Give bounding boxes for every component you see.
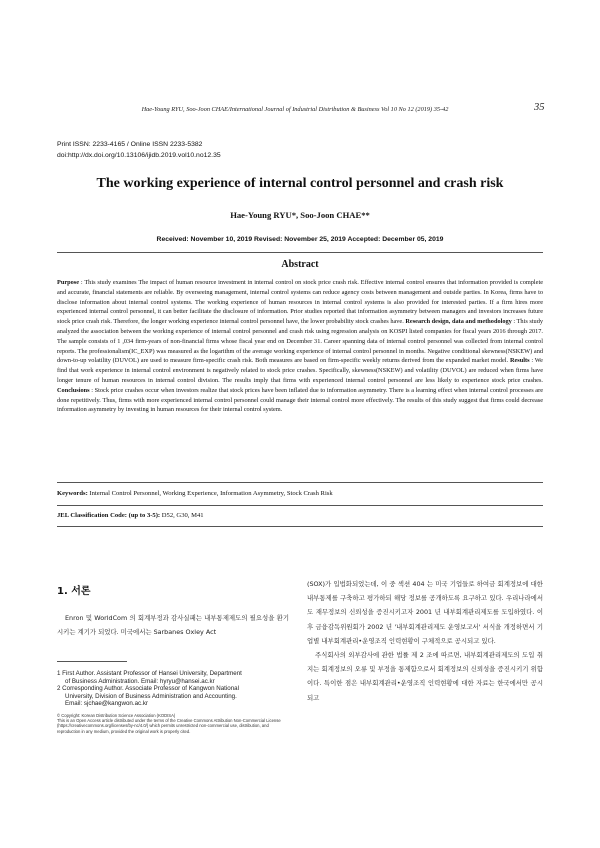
- copyright-notice: [57, 713, 293, 734]
- results-text: : We find that work experience in internal control environment is negatively related to stock price crashes. Specifically, skewness(NSKEW) and volatility (DUVOL) are reduced when firms have longer tenure of human resources in internal control division. The results imply that firms with experienced internal control personnel are less likely to experience stock price crashes.: [57, 357, 543, 384]
- jel-label: JEL Classification Code: (up to 3-5):: [57, 512, 161, 519]
- conclusions-label: Conclusions: [57, 386, 90, 394]
- purpose-text: : This study examines The impact of human resource investment in internal control on stock price crash risk. Effective internal control ensures that information provided is complete and accurate, financial statements are reliable. By overseeing management, internal control systems can reduce agency costs between management and outside parties. In Korea, firms have to disclose information about internal control systems. The working experience of human resources in internal control systems is also provided for interested parties. If a firm hires more experienced internal control personnel, it can better facilitate the disclosure of information. Prior studies reported that information asymmetry between managers and investors increases future stock price crash risk. Therefore, the longer working experience internal control personnel have, the lower probability stock crashes have.: [57, 279, 543, 326]
- authors: Hae-Young RYU*, Soo-Joon CHAE**: [230, 210, 370, 220]
- doi-line: doi:http://dx.doi.org/10.13106/ijidb.2019.vol10.no12.35: [57, 151, 221, 159]
- abstract-body: [57, 278, 543, 415]
- footnote-1: 1 First Author. Assistant Professor of Hansei University, Department: [57, 670, 242, 677]
- jel-text: D52, G30, M41: [160, 512, 204, 519]
- intro-right-paragraph-1: (SOX)가 입법화되었는데, 이 중 섹션 404 는 미국 기업들로 하여금 회계정보에 대한 내부통제를 구축하고 평가하되 해당 정보를 공개하도록 요구하고 있다. 우리나라에서도 재무정보의 신뢰성을 증진시키고자 2001 년 내부회계관리제도를 도입하였다. 이후 금융감독위원회가 2002 년 '내부회계관리제도 운영보고서' 서식을 개정하면서 기업별 내부회계관리•운영조직 인력현황이 구체적으로 공시되고 있다.: [307, 580, 543, 645]
- conclusions-text: : Stock price crashes occur when investors realize that stock prices have been inflated due to information asymmetry. There is a learning effect when internal control processes are done repetitively. Thus, firms with more experienced internal control personnel could manage their internal control more effectively. The results of this study suggest that firms could decrease information asymmetry by investing in human resources for their internal control system.: [57, 386, 543, 414]
- copyright-line: © Copyright: Korean Distribution Science Association (KODISA): [57, 713, 176, 718]
- footnote-2: 2 Corresponding Author. Associate Professor of Kangwon National: [57, 685, 239, 693]
- footnote-rule: [57, 661, 127, 662]
- keywords-label: Keywords:: [57, 490, 88, 497]
- issn-line: Print ISSN: 2233-4165 / Online ISSN 2233-5382: [57, 141, 203, 148]
- footnote-2-email: Email: sjchae@kangwon.ac.kr: [65, 700, 148, 708]
- submission-dates: Received: November 10, 2019 Revised: November 25, 2019 Accepted: December 05, 2019: [156, 236, 444, 243]
- jel-rule: [57, 526, 543, 527]
- method-label: Research design, data and methodology: [405, 318, 512, 326]
- intro-right-paragraph-2: 주식회사의 외부감사에 관한 법률 제 2 조에 따르면, 내부회계관리제도의 도입 취지는 회계정보의 오류 및 부정을 통제함으로서 회계정보의 신뢰성을 증진시키기 위함이다. 특이한 점은 내부회계관리•운영조직 인력현황에 대한 자료는 한국에서만 공시되고: [307, 651, 543, 702]
- license-text: This is an Open Access article distributed under the terms of the Creative Commons Attribution Non-Commercial License (https://creativecommons.org/licenses/by-nc/4.0/) which permits unrestricted non-commercial use, distribution, and reproduction in any medium, provided the original work is properly cited.: [57, 718, 281, 734]
- footnote-1-cont: of Business Administration. Email: hyryu@hansei.ac.kr: [65, 677, 215, 685]
- keywords-rule: [57, 505, 543, 506]
- abstract-top-rule: [57, 252, 543, 253]
- results-label: Results: [509, 357, 530, 365]
- purpose-label: Purpose: [57, 279, 80, 286]
- paper-title: The working experience of internal control personnel and crash risk: [96, 176, 504, 191]
- section-title: 1. 서론: [57, 586, 91, 597]
- method-text: : This study analyzed the association between the working experience of internal control personnel and crash risk using regression analysis on KOSPI listed companies for fiscal years 2016 through 2017. The sample consists of 1 ,034 firm-years of non-financial firms whose fiscal year end on December 31. Career spanning data of internal control personnel was collected from internal control reports. The professionalism(IC_EXP) was measured as the logarithm of the average working experience of internal control personnel in months. Negative conditional skewness(NSKEW) and down-to-up volatility (DUVOL) are used to measure firm-specific crash risk. Both measures are based on firm-specific weekly returns derived from the expanded market model.: [57, 318, 543, 365]
- running-header: Hae-Young RYU, Soo-Joon CHAE/International Journal of Industrial Distribution & Business Vol 10 No 12 (2019) 35-42: [141, 106, 449, 113]
- keywords: [57, 490, 543, 497]
- footnotes: [57, 670, 293, 708]
- footnote-2-cont: University, Division of Business Administration and Accounting.: [65, 692, 237, 700]
- right-column: [307, 577, 543, 705]
- issn-block: [57, 140, 221, 161]
- jel-classification: [57, 512, 543, 519]
- abstract-heading: Abstract: [281, 259, 319, 270]
- page-number: 35: [534, 102, 545, 113]
- keywords-text: Internal Control Personnel, Working Experience, Information Asymmetry, Stock Crash Risk: [87, 490, 333, 497]
- abstract-bottom-rule: [57, 482, 543, 483]
- intro-left-paragraph: Enron 및 WorldCom 의 회계부정과 감사실패는 내부통제제도의 필요성을 환기시키는 계기가 되었다. 미국에서는 Sarbanes Oxley Act: [57, 614, 289, 637]
